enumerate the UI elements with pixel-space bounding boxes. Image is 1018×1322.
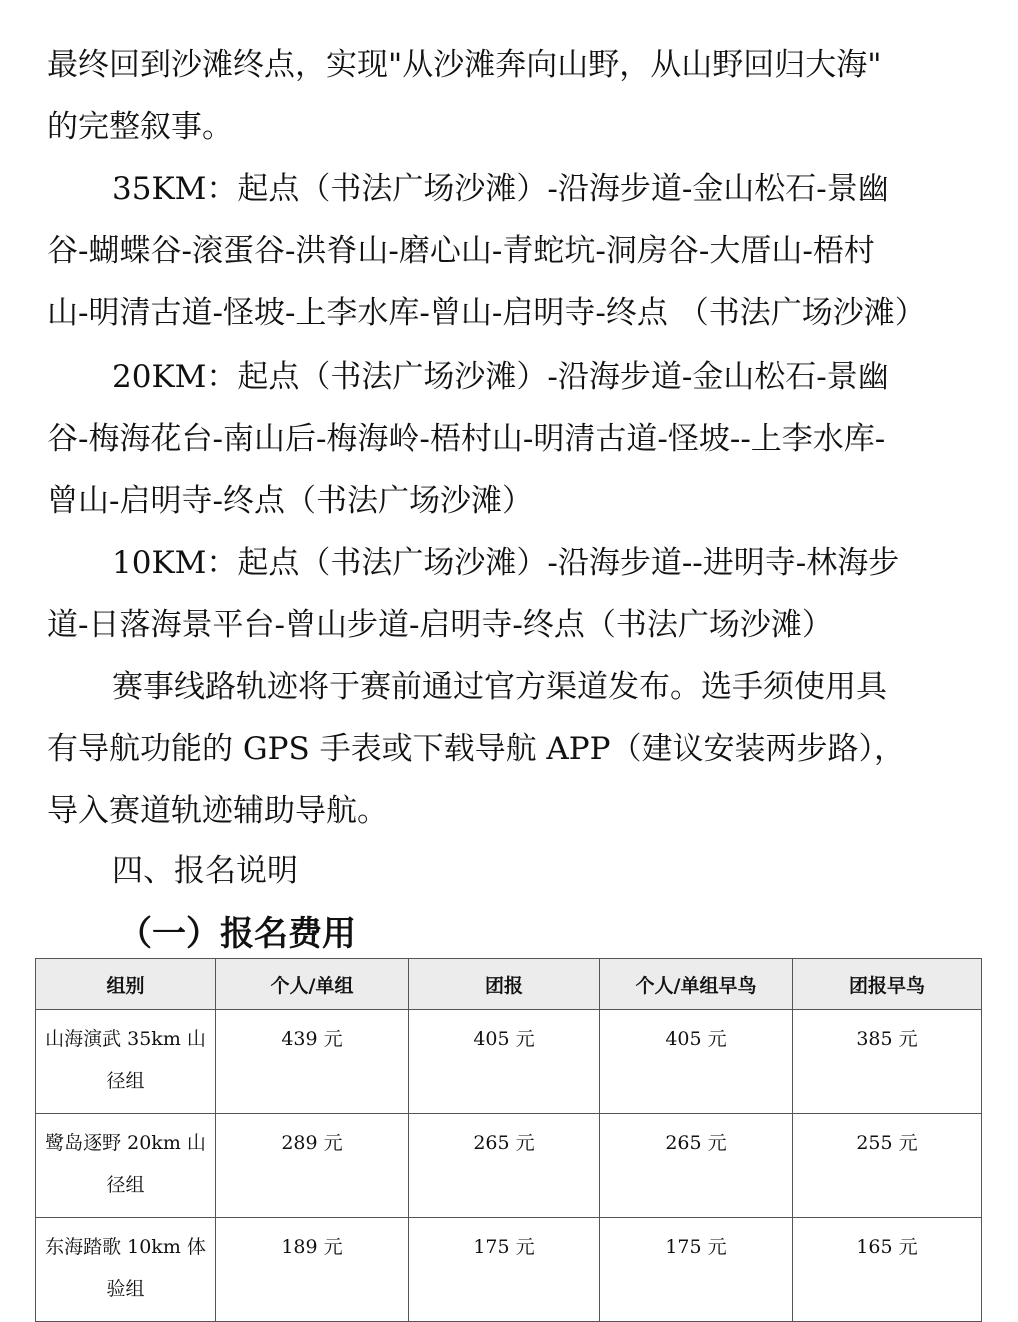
- price-cell: 165 元: [793, 1218, 982, 1322]
- price-cell: 439 元: [216, 1010, 409, 1114]
- paragraph-line: 最终回到沙滩终点，实现"从沙滩奔向山野，从山野回归大海": [47, 47, 882, 83]
- route-35km-line: 谷-蝴蝶谷-滚蛋谷-洪脊山-磨心山-青蛇坑-洞房谷-大厝山-梧村: [47, 233, 875, 269]
- header-team: 团报: [409, 959, 600, 1010]
- track-notice-line: 赛事线路轨迹将于赛前通过官方渠道发布。选手须使用具: [112, 669, 887, 705]
- route-20km-line: 谷-梅海花台-南山后-梅海岭-梧村山-明清古道-怪坡--上李水库-: [47, 421, 886, 457]
- header-group: 组别: [36, 959, 216, 1010]
- price-cell: 405 元: [409, 1010, 600, 1114]
- track-notice-line: 有导航功能的 GPS 手表或下载导航 APP（建议安装两步路），: [47, 731, 906, 767]
- price-cell: 189 元: [216, 1218, 409, 1322]
- subsection-heading: （一）报名费用: [118, 914, 356, 954]
- price-cell: 289 元: [216, 1114, 409, 1218]
- group-cell: 山海演武 35km 山径组: [36, 1010, 216, 1114]
- price-cell: 175 元: [409, 1218, 600, 1322]
- table-row: [36, 1114, 982, 1218]
- group-cell: 鹭岛逐野 20km 山径组: [36, 1114, 216, 1218]
- price-cell: 255 元: [793, 1114, 982, 1218]
- track-notice-line: 导入赛道轨迹辅助导航。: [47, 793, 388, 829]
- price-cell: 405 元: [600, 1010, 793, 1114]
- route-35km-line: 山-明清古道-怪坡-上李水库-曾山-启明寺-终点 （书法广场沙滩）: [47, 295, 926, 331]
- price-cell: 265 元: [409, 1114, 600, 1218]
- section-heading: 四、报名说明: [112, 853, 298, 889]
- price-cell: 265 元: [600, 1114, 793, 1218]
- price-cell: 175 元: [600, 1218, 793, 1322]
- route-20km-line: 曾山-启明寺-终点（书法广场沙滩）: [47, 483, 533, 519]
- route-20km-line: 20KM：起点（书法广场沙滩）-沿海步道-金山松石-景幽: [112, 359, 889, 395]
- route-35km-line: 35KM：起点（书法广场沙滩）-沿海步道-金山松石-景幽: [112, 171, 889, 207]
- header-team-early-bird: 团报早鸟: [793, 959, 982, 1010]
- route-10km-line: 10KM：起点（书法广场沙滩）-沿海步道--进明寺-林海步: [112, 545, 900, 581]
- fee-table-header-row: [36, 959, 982, 1010]
- route-10km-line: 道-日落海景平台-曾山步道-启明寺-终点（书法广场沙滩）: [47, 607, 833, 643]
- table-row: [36, 1218, 982, 1322]
- table-row: [36, 1010, 982, 1114]
- paragraph-line: 的完整叙事。: [47, 109, 233, 145]
- price-cell: 385 元: [793, 1010, 982, 1114]
- group-cell: 东海踏歌 10km 体验组: [36, 1218, 216, 1322]
- header-individual: 个人/单组: [216, 959, 409, 1010]
- fee-table: [35, 958, 982, 1322]
- header-individual-early-bird: 个人/单组早鸟: [600, 959, 793, 1010]
